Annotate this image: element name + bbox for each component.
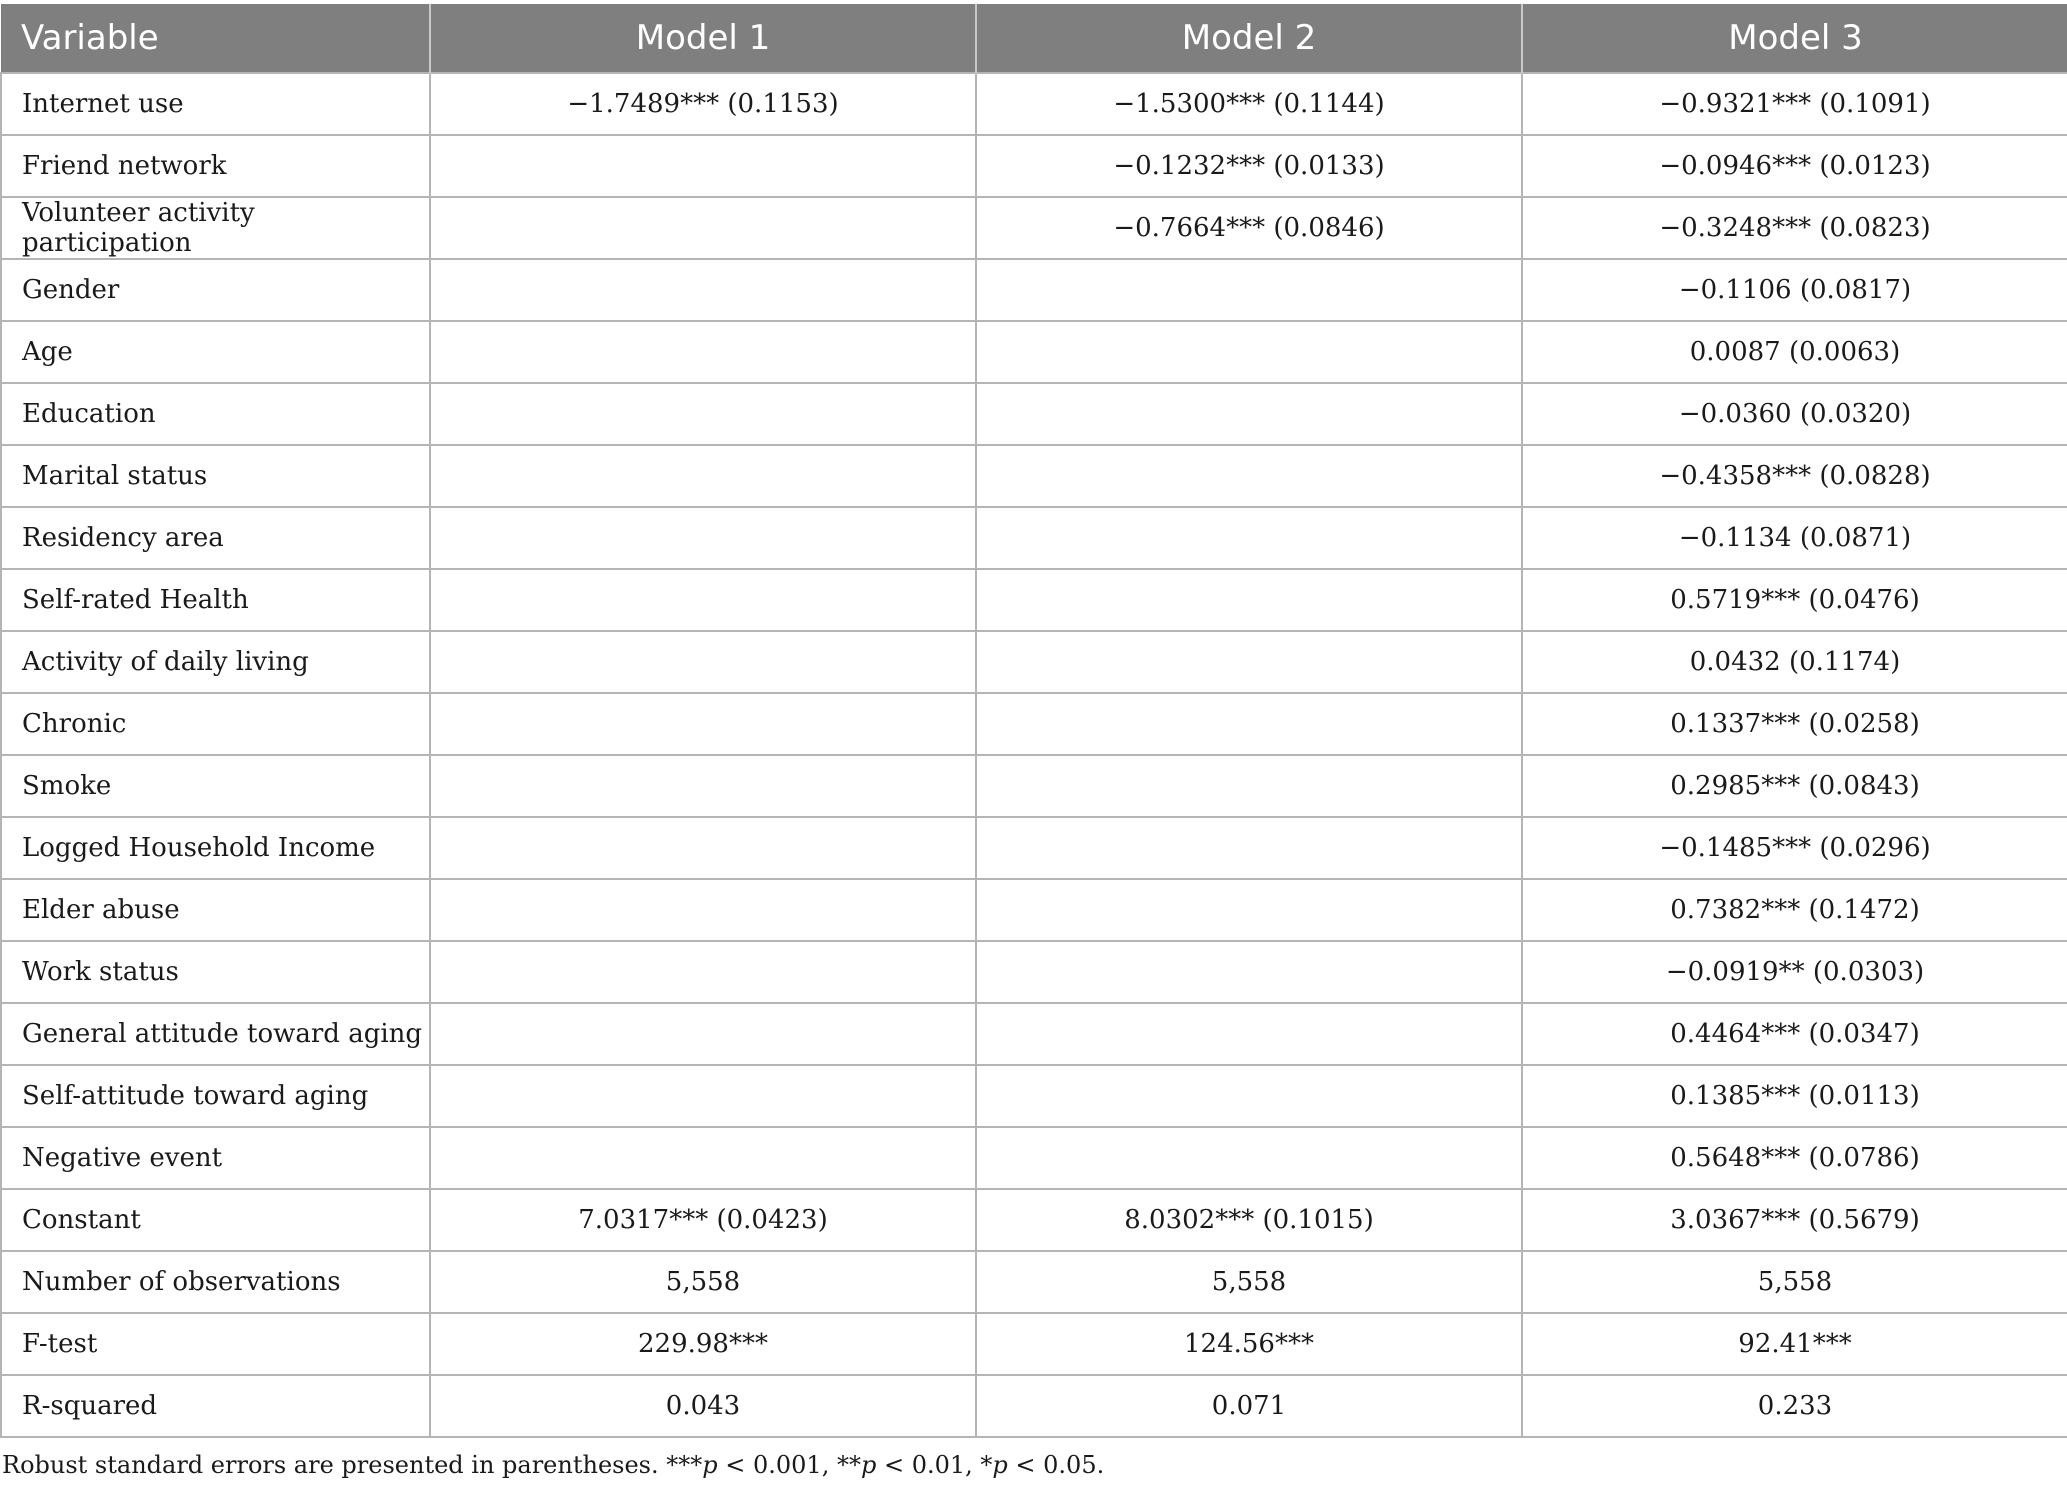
- cell-model-1: [430, 259, 976, 321]
- row-variable-label: Friend network: [1, 135, 430, 197]
- cell-model-2: [976, 755, 1522, 817]
- row-variable-label: Residency area: [1, 507, 430, 569]
- table-row: [1, 445, 2067, 507]
- cell-model-3: −0.3248*** (0.0823): [1522, 197, 2067, 259]
- regression-table-container: [0, 4, 2067, 1438]
- footnote-sig2-rest: < 0.01,: [876, 1451, 981, 1479]
- footnote-sig3-rest: < 0.05.: [1007, 1451, 1105, 1479]
- row-variable-label: Number of observations: [1, 1251, 430, 1313]
- cell-model-2: [976, 941, 1522, 1003]
- cell-model-1: [430, 507, 976, 569]
- cell-model-2: [976, 631, 1522, 693]
- footnote-sig2-stars: **: [836, 1451, 861, 1479]
- cell-model-2: 124.56***: [976, 1313, 1522, 1375]
- cell-model-3: 0.5719*** (0.0476): [1522, 569, 2067, 631]
- row-variable-label: R-squared: [1, 1375, 430, 1437]
- table-row: [1, 817, 2067, 879]
- cell-model-1: 7.0317*** (0.0423): [430, 1189, 976, 1251]
- row-variable-label: Logged Household Income: [1, 817, 430, 879]
- cell-model-1: [430, 693, 976, 755]
- cell-model-3: 0.5648*** (0.0786): [1522, 1127, 2067, 1189]
- cell-model-2: [976, 817, 1522, 879]
- table-row: [1, 197, 2067, 259]
- row-variable-label: Age: [1, 321, 430, 383]
- cell-model-3: 0.2985*** (0.0843): [1522, 755, 2067, 817]
- table-row: [1, 1375, 2067, 1437]
- cell-model-2: [976, 383, 1522, 445]
- cell-model-1: [430, 569, 976, 631]
- cell-model-1: [430, 197, 976, 259]
- cell-model-3: −0.1485*** (0.0296): [1522, 817, 2067, 879]
- row-variable-label: General attitude toward aging: [1, 1003, 430, 1065]
- cell-model-1: [430, 631, 976, 693]
- row-variable-label: Work status: [1, 941, 430, 1003]
- cell-model-1: [430, 1127, 976, 1189]
- row-variable-label: F-test: [1, 1313, 430, 1375]
- cell-model-1: [430, 817, 976, 879]
- row-variable-label: Chronic: [1, 693, 430, 755]
- footnote-lead: Robust standard errors are presented in parentheses.: [2, 1451, 667, 1479]
- row-variable-label: Internet use: [1, 73, 430, 135]
- cell-model-2: [976, 259, 1522, 321]
- cell-model-1: [430, 445, 976, 507]
- table-row: [1, 1065, 2067, 1127]
- cell-model-3: −0.4358*** (0.0828): [1522, 445, 2067, 507]
- footnote-p-symbol-2: p: [860, 1451, 877, 1479]
- cell-model-2: [976, 879, 1522, 941]
- header-variable: Variable: [1, 4, 430, 73]
- cell-model-1: 229.98***: [430, 1313, 976, 1375]
- cell-model-3: −0.0946*** (0.0123): [1522, 135, 2067, 197]
- cell-model-1: [430, 879, 976, 941]
- table-row: [1, 321, 2067, 383]
- cell-model-3: 0.0087 (0.0063): [1522, 321, 2067, 383]
- cell-model-3: −0.1134 (0.0871): [1522, 507, 2067, 569]
- header-model-1: Model 1: [430, 4, 976, 73]
- footnote-p-symbol-1: p: [702, 1451, 718, 1479]
- row-variable-label: Activity of daily living: [1, 631, 430, 693]
- cell-model-3: 0.233: [1522, 1375, 2067, 1437]
- row-variable-label: Negative event: [1, 1127, 430, 1189]
- row-variable-label: Volunteer activity participation: [1, 197, 430, 259]
- cell-model-1: [430, 755, 976, 817]
- cell-model-3: 0.4464*** (0.0347): [1522, 1003, 2067, 1065]
- cell-model-1: [430, 1065, 976, 1127]
- header-model-3: Model 3: [1522, 4, 2067, 73]
- cell-model-3: 0.1385*** (0.0113): [1522, 1065, 2067, 1127]
- row-variable-label: Gender: [1, 259, 430, 321]
- cell-model-2: [976, 445, 1522, 507]
- cell-model-2: −1.5300*** (0.1144): [976, 73, 1522, 135]
- cell-model-2: [976, 1003, 1522, 1065]
- cell-model-1: [430, 941, 976, 1003]
- table-row: [1, 1189, 2067, 1251]
- table-row: [1, 1003, 2067, 1065]
- header-row: [1, 4, 2067, 73]
- table-row: [1, 507, 2067, 569]
- footnote-sig1-rest: < 0.001,: [717, 1451, 837, 1479]
- cell-model-1: 5,558: [430, 1251, 976, 1313]
- table-row: [1, 135, 2067, 197]
- cell-model-3: 5,558: [1522, 1251, 2067, 1313]
- table-footnote: [2, 1451, 1104, 1479]
- footnote-sig3-stars: *: [980, 1451, 993, 1479]
- cell-model-2: 8.0302*** (0.1015): [976, 1189, 1522, 1251]
- cell-model-3: −0.0360 (0.0320): [1522, 383, 2067, 445]
- cell-model-2: −0.7664*** (0.0846): [976, 197, 1522, 259]
- footnote-p-symbol-3: p: [992, 1451, 1008, 1479]
- row-variable-label: Marital status: [1, 445, 430, 507]
- cell-model-3: −0.9321*** (0.1091): [1522, 73, 2067, 135]
- table-row: [1, 631, 2067, 693]
- table-row: [1, 259, 2067, 321]
- table-row: [1, 693, 2067, 755]
- cell-model-1: [430, 383, 976, 445]
- cell-model-2: 0.071: [976, 1375, 1522, 1437]
- table-row: [1, 755, 2067, 817]
- cell-model-2: [976, 321, 1522, 383]
- table-body: [1, 73, 2067, 1437]
- cell-model-1: [430, 321, 976, 383]
- cell-model-1: −1.7489*** (0.1153): [430, 73, 976, 135]
- cell-model-2: [976, 1065, 1522, 1127]
- cell-model-3: 0.0432 (0.1174): [1522, 631, 2067, 693]
- row-variable-label: Elder abuse: [1, 879, 430, 941]
- cell-model-1: [430, 135, 976, 197]
- cell-model-3: 0.1337*** (0.0258): [1522, 693, 2067, 755]
- row-variable-label: Self-attitude toward aging: [1, 1065, 430, 1127]
- table-row: [1, 569, 2067, 631]
- header-model-2: Model 2: [976, 4, 1522, 73]
- row-variable-label: Self-rated Health: [1, 569, 430, 631]
- table-row: [1, 383, 2067, 445]
- table-row: [1, 1313, 2067, 1375]
- table-row: [1, 73, 2067, 135]
- table-header: [1, 4, 2067, 73]
- table-row: [1, 879, 2067, 941]
- cell-model-3: −0.1106 (0.0817): [1522, 259, 2067, 321]
- cell-model-3: −0.0919** (0.0303): [1522, 941, 2067, 1003]
- table-row: [1, 1127, 2067, 1189]
- table-row: [1, 1251, 2067, 1313]
- cell-model-2: [976, 507, 1522, 569]
- cell-model-2: −0.1232*** (0.0133): [976, 135, 1522, 197]
- cell-model-2: [976, 693, 1522, 755]
- row-variable-label: Smoke: [1, 755, 430, 817]
- cell-model-1: 0.043: [430, 1375, 976, 1437]
- cell-model-3: 3.0367*** (0.5679): [1522, 1189, 2067, 1251]
- row-variable-label: Constant: [1, 1189, 430, 1251]
- cell-model-3: 0.7382*** (0.1472): [1522, 879, 2067, 941]
- cell-model-2: [976, 569, 1522, 631]
- footnote-sig1-stars: ***: [666, 1451, 703, 1479]
- cell-model-2: [976, 1127, 1522, 1189]
- table-row: [1, 941, 2067, 1003]
- cell-model-1: [430, 1003, 976, 1065]
- row-variable-label: Education: [1, 383, 430, 445]
- regression-table: [0, 4, 2067, 1438]
- cell-model-3: 92.41***: [1522, 1313, 2067, 1375]
- cell-model-2: 5,558: [976, 1251, 1522, 1313]
